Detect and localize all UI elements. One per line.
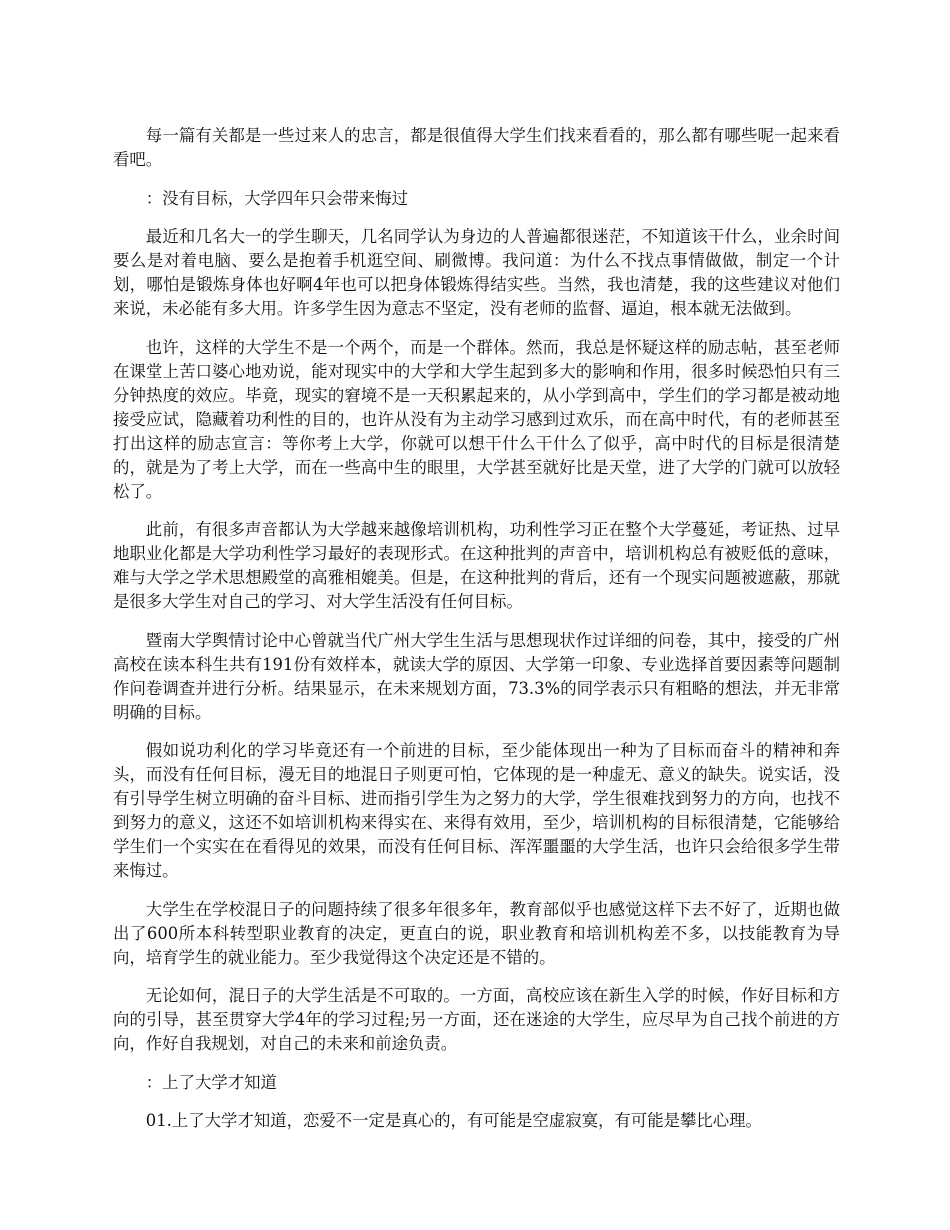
paragraph: 也许，这样的大学生不是一个两个，而是一个群体。然而，我总是怀疑这样的励志帖，甚至老师在课堂上苦口婆心地劝说，能对现实中的大学和大学生起到多大的影响和作用，很多时候恐怕只有三分钟热度的效应。毕竟，现实的窘境不是一天积累起来的，从小学到高中，学生们的学习都是被动地接受应试，隐藏着功利性的目的，也许从没有为主动学习感到过欢乐，而在高中时代，有的老师甚至打出这样的励志宣言：等你考上大学，你就可以想干什么干什么了似乎，高中时代的目标是很清楚的，就是为了考上大学，而在一些高中生的眼里，大学甚至就好比是天堂，进了大学的门就可以放轻松了。: [113, 337, 840, 501]
intro-paragraph: 每一篇有关都是一些过来人的忠言，都是很值得大学生们找来看看的，那么都有哪些呢一起来看看吧。: [113, 126, 840, 169]
document-body: [113, 124, 840, 1148]
list-item: 01.上了大学才知道，恋爱不一定是真心的，有可能是空虚寂寞，有可能是攀比心理。: [145, 1111, 762, 1130]
section-heading-no-goal: ：没有目标，大学四年只会带来悔过: [145, 188, 409, 208]
paragraph: 假如说功利化的学习毕竟还有一个前进的目标，至少能体现出一种为了目标而奋斗的精神和奔头，而没有任何目标，漫无目的地混日子则更可怕，它体现的是一种虚无、意义的缺失。说实话，没有引导学生树立明确的奋斗目标、进而指引学生为之努力的大学，学生很难找到努力的方向，也找不到努力的意义，这还不如培训机构来得实在、来得有效用，至少，培训机构的目标很清楚，它能够给学生们一个实实在在看得见的效果，而没有任何目标、浑浑噩噩的大学生活，也许只会给很多学生带来悔过。: [113, 741, 840, 880]
section-heading-college: ：上了大学才知道: [145, 1072, 277, 1092]
paragraph: 最近和几名大一的学生聊天，几名同学认为身边的人普遍都很迷茫，不知道该干什么，业余时间要么是对着电脑、要么是抱着手机逛空间、刷微博。我问道：为什么不找点事情做做，制定一个计划，哪怕是锻炼身体也好啊4年也可以把身体锻炼得结实些。当然，我也清楚，我的这些建议对他们来说，未必能有多大用。许多学生因为意志不坚定，没有老师的监督、逼迫，根本就无法做到。: [113, 227, 840, 318]
paragraph: 无论如何，混日子的大学生活是不可取的。一方面，高校应该在新生入学的时候，作好目标和方向的引导，甚至贯穿大学4年的学习过程;另一方面，还在迷途的大学生，应尽早为自己找个前进的方向，作好自我规划，对自己的未来和前途负责。: [113, 986, 840, 1053]
paragraph: 暨南大学舆情讨论中心曾就当代广州大学生生活与思想现状作过详细的问卷，其中，接受的广州高校在读本科生共有191份有效样本，就读大学的原因、大学第一印象、专业选择首要因素等问题制作问卷调查并进行分析。结果显示，在未来规划方面，73.3%的同学表示只有粗略的想法，并无非常明确的目标。: [113, 630, 840, 722]
paragraph: 大学生在学校混日子的问题持续了很多年很多年，教育部似乎也感觉这样下去不好了，近期也做出了600所本科转型职业教育的决定，更直白的说，职业教育和培训机构差不多，以技能教育为导向，培育学生的就业能力。至少我觉得这个决定还是不错的。: [113, 899, 840, 967]
paragraph: 此前，有很多声音都认为大学越来越像培训机构，功利性学习正在整个大学蔓延，考证热、过早地职业化都是大学功利性学习最好的表现形式。在这种批判的声音中，培训机构总有被贬低的意味，难与大学之学术思想殿堂的高雅相媲美。但是，在这种批判的背后，还有一个现实问题被遮蔽，那就是很多大学生对自己的学习、对大学生活没有任何目标。: [113, 520, 840, 611]
